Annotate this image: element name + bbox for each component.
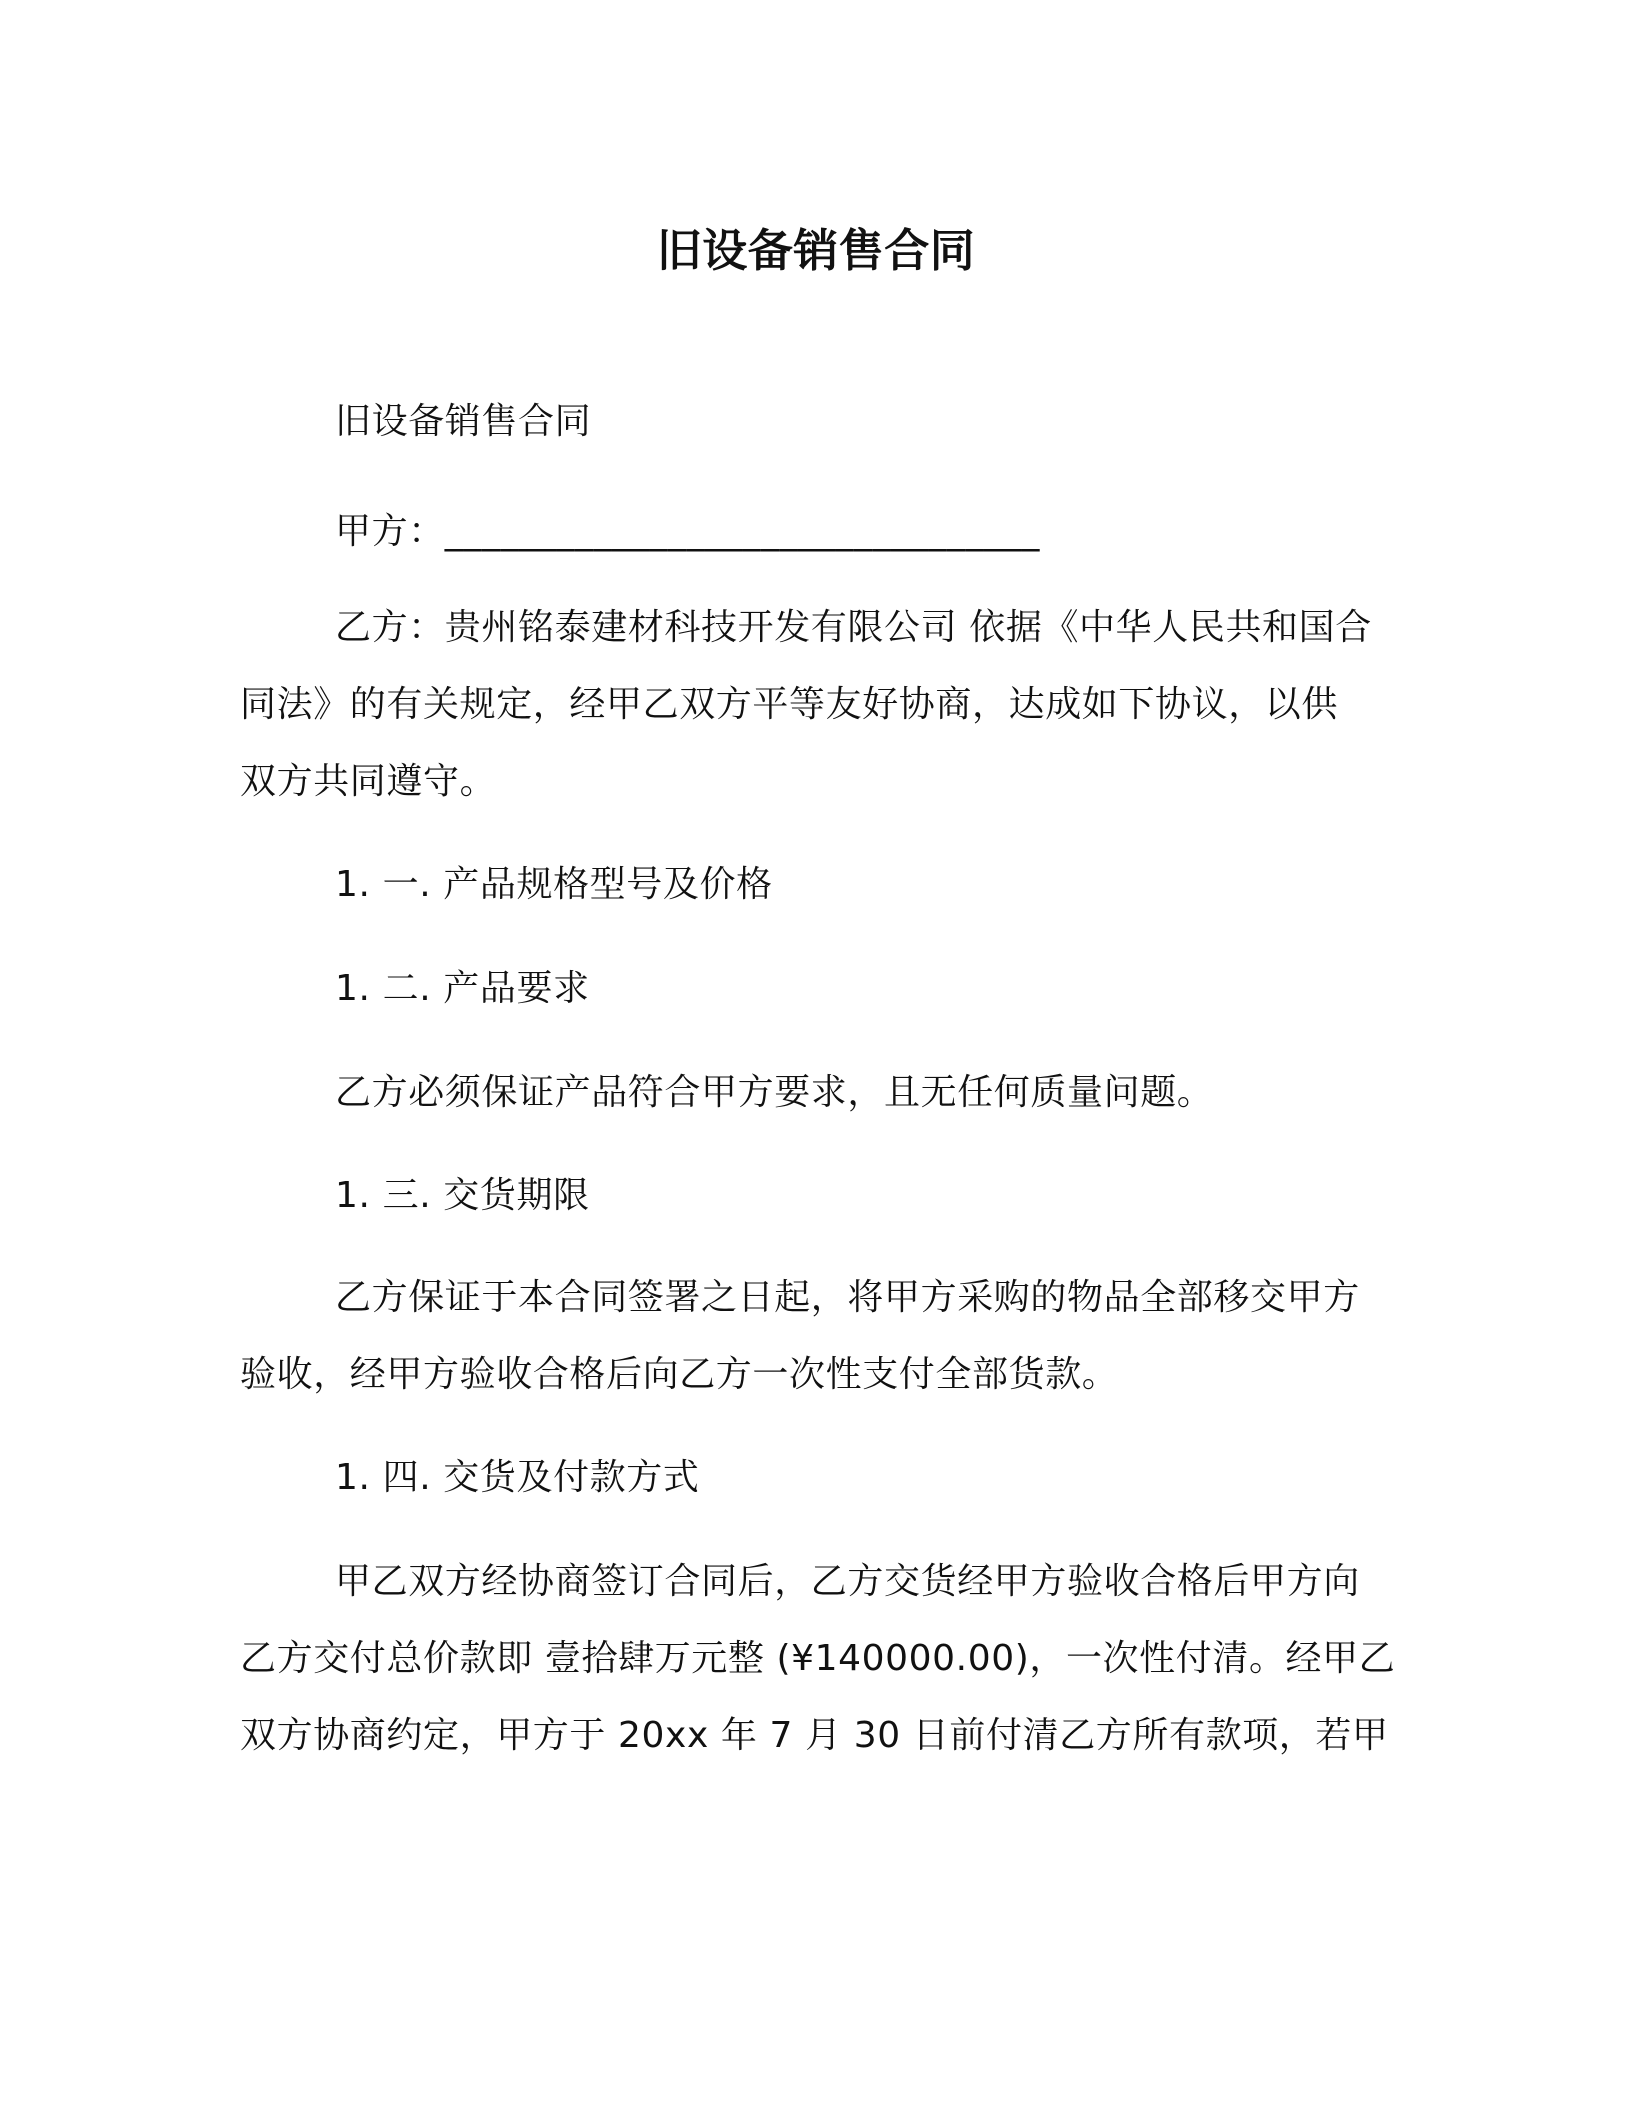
section-heading-text: 1. 三. 交货期限 <box>335 1175 590 1216</box>
section-heading-3 <box>240 1157 1440 1234</box>
contract-name-line: 旧设备销售合同 <box>335 401 592 442</box>
paragraph-line: 验收，经甲方验收合格后向乙方一次性支付全部货款。 <box>240 1354 1119 1395</box>
party-b-paragraph <box>240 589 1440 820</box>
section-heading-text: 1. 二. 产品要求 <box>335 968 590 1009</box>
paragraph-line: 乙方保证于本合同签署之日起，将甲方采购的物品全部移交甲方 <box>335 1277 1360 1318</box>
contract-name-paragraph <box>240 383 1440 460</box>
paragraph-line: 双方共同遵守。 <box>240 761 497 802</box>
document-title: 旧设备销售合同 <box>656 224 976 277</box>
section-heading-text: 1. 四. 交货及付款方式 <box>335 1457 700 1498</box>
section-3-body <box>240 1259 1440 1413</box>
section-2-body <box>240 1054 1440 1131</box>
section-4-body <box>240 1543 1440 1774</box>
paragraph-line: 乙方必须保证产品符合甲方要求，且无任何质量问题。 <box>335 1072 1214 1113</box>
paragraph-line: 甲乙双方经协商签订合同后，乙方交货经甲方验收合格后甲方向 <box>335 1561 1360 1602</box>
section-heading-4 <box>240 1439 1440 1516</box>
party-a-line: 甲方：________________________________ <box>335 511 1040 552</box>
paragraph-line: 乙方交付总价款即 壹拾肆万元整 (¥140000.00)，一次性付清。经甲乙 <box>240 1638 1396 1679</box>
paragraph-line: 双方协商约定，甲方于 20xx 年 7 月 30 日前付清乙方所有款项，若甲 <box>240 1715 1389 1756</box>
paragraph-line: 同法》的有关规定，经甲乙双方平等友好协商，达成如下协议，以供 <box>240 684 1339 725</box>
section-heading-1 <box>240 846 1440 923</box>
section-heading-2 <box>240 950 1440 1027</box>
paragraph-line: 乙方：贵州铭泰建材科技开发有限公司 依据《中华人民共和国合 <box>335 607 1372 648</box>
section-heading-text: 1. 一. 产品规格型号及价格 <box>335 864 773 905</box>
party-a-paragraph <box>240 493 1440 570</box>
